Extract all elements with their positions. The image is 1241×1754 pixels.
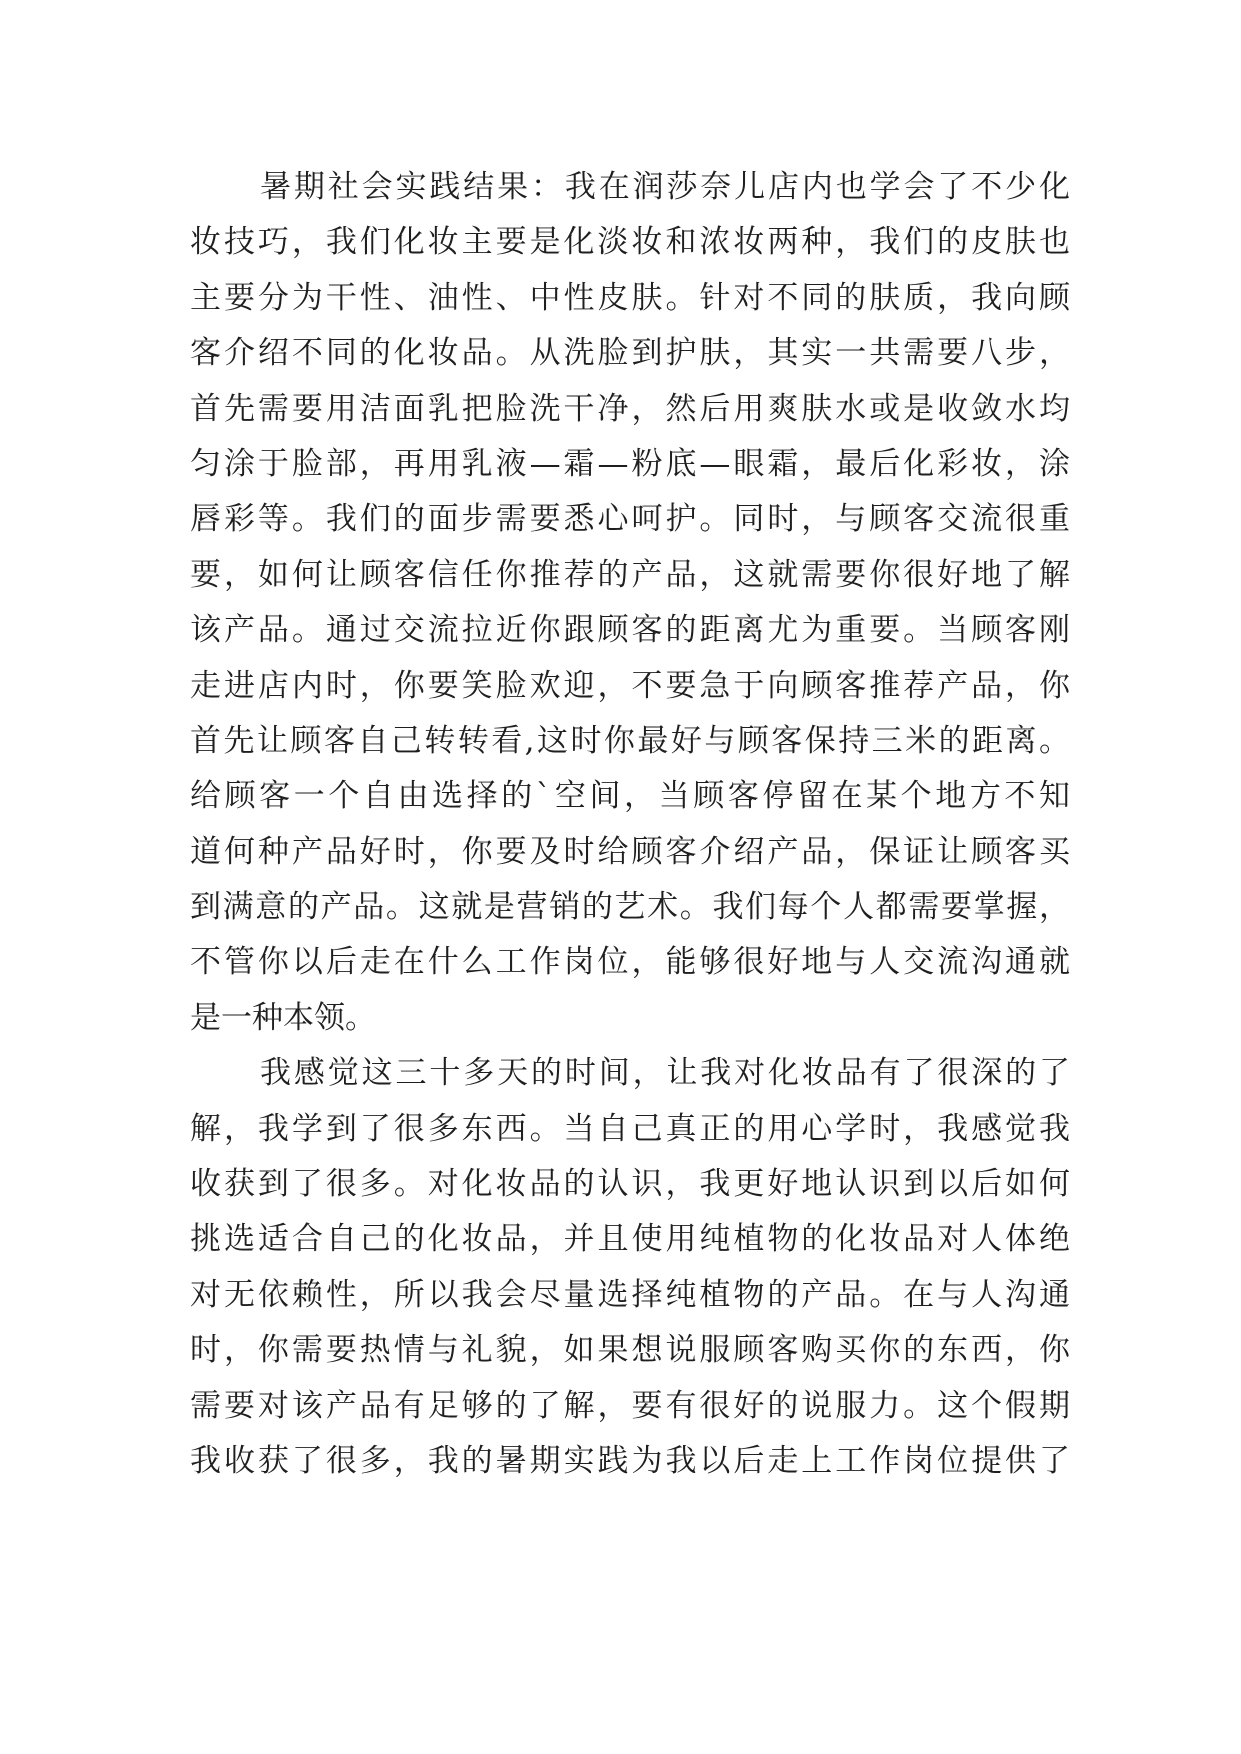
- paragraph-line: 首先需要用洁面乳把脸洗干净，然后用爽肤水或是收敛水均: [190, 390, 1070, 427]
- paragraph-line: 挑选适合自己的化妆品，并且使用纯植物的化妆品对人体绝: [190, 1221, 1070, 1258]
- paragraph-line: 我收获了很多，我的暑期实践为我以后走上工作岗位提供了: [190, 1442, 1070, 1479]
- paragraph-line: 首先让顾客自己转转看,这时你最好与顾客保持三米的距离。: [190, 722, 1070, 759]
- paragraph-line: 到满意的产品。这就是营销的艺术。我们每个人都需要掌握，: [190, 889, 1070, 926]
- paragraph-1: [190, 160, 1070, 1046]
- paragraph-line: 对无依赖性，所以我会尽量选择纯植物的产品。在与人沟通: [190, 1276, 1070, 1313]
- paragraph-2: [190, 1046, 1070, 1489]
- paragraph-line: 时，你需要热情与礼貌，如果想说服顾客购买你的东西，你: [190, 1332, 1070, 1369]
- paragraph-line: 我感觉这三十多天的时间，让我对化妆品有了很深的了: [260, 1055, 1070, 1092]
- paragraph-line: 匀涂于脸部，再用乳液—霜—粉底—眼霜，最后化彩妆，涂: [190, 445, 1070, 482]
- paragraph-line: 解，我学到了很多东西。当自己真正的用心学时，我感觉我: [190, 1110, 1070, 1147]
- paragraph-line: 暑期社会实践结果：我在润莎奈儿店内也学会了不少化: [260, 169, 1070, 205]
- paragraph-line: 妆技巧，我们化妆主要是化淡妆和浓妆两种，我们的皮肤也: [190, 224, 1070, 261]
- document-body: [190, 160, 1070, 1489]
- paragraph-line: 主要分为干性、油性、中性皮肤。针对不同的肤质，我向顾: [190, 279, 1070, 316]
- paragraph-line: 道何种产品好时，你要及时给顾客介绍产品，保证让顾客买: [190, 833, 1070, 870]
- paragraph-line: 该产品。通过交流拉近你跟顾客的距离尤为重要。当顾客刚: [190, 612, 1070, 649]
- paragraph-line: 不管你以后走在什么工作岗位，能够很好地与人交流沟通就: [190, 944, 1070, 981]
- paragraph-line: 客介绍不同的化妆品。从洗脸到护肤，其实一共需要八步，: [190, 335, 1070, 372]
- paragraph-line: 要，如何让顾客信任你推荐的产品，这就需要你很好地了解: [190, 556, 1070, 593]
- paragraph-line: 唇彩等。我们的面步需要悉心呵护。同时，与顾客交流很重: [190, 501, 1070, 538]
- paragraph-line: 给顾客一个自由选择的`空间，当顾客停留在某个地方不知: [190, 778, 1070, 815]
- paragraph-line: 走进店内时，你要笑脸欢迎，不要急于向顾客推荐产品，你: [190, 667, 1070, 704]
- paragraph-line: 收获到了很多。对化妆品的认识，我更好地认识到以后如何: [190, 1166, 1070, 1203]
- paragraph-line: 需要对该产品有足够的了解，要有很好的说服力。这个假期: [190, 1387, 1070, 1424]
- paragraph-line: 是一种本领。: [190, 999, 376, 1036]
